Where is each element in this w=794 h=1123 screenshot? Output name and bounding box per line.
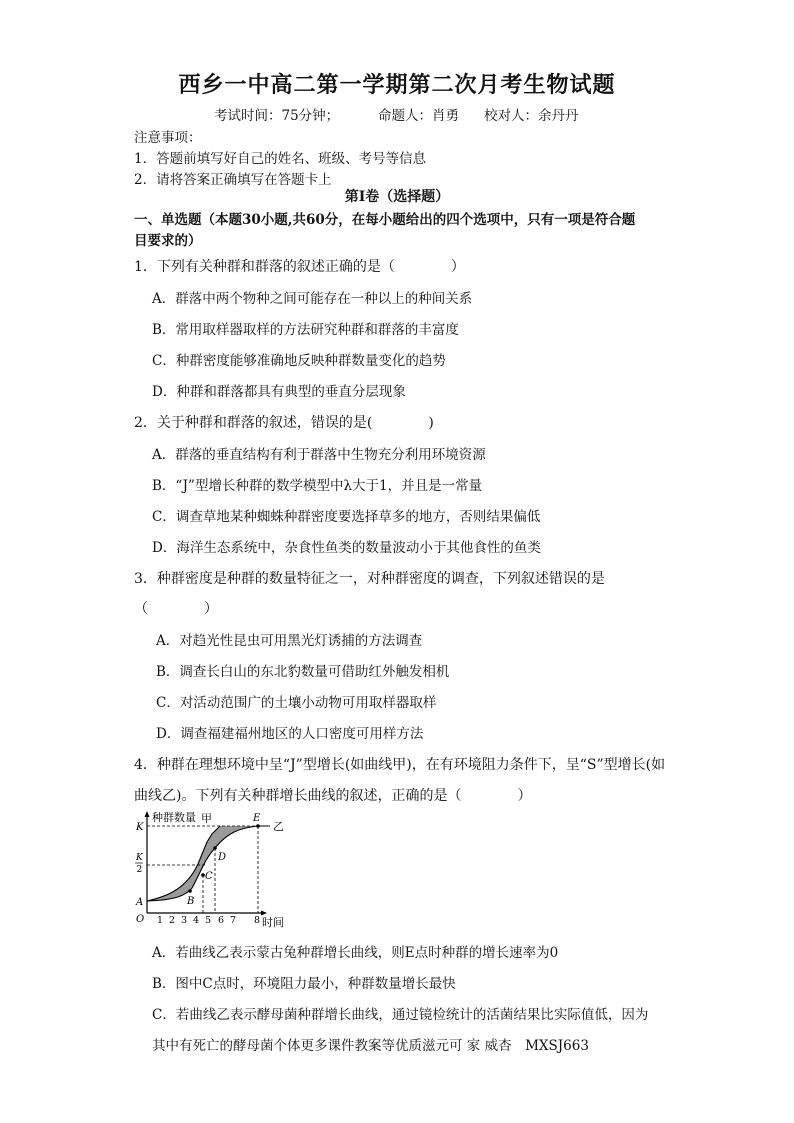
proofreader: 校对人：余丹丹 (484, 108, 579, 124)
option: B．“J”型增长种群的数学模型中λ大于1，并且是一常量 (152, 478, 483, 494)
x-tick: 5 (205, 915, 212, 926)
question-stem-cont: （ ） (134, 601, 218, 617)
x-tick: 2 (169, 915, 176, 926)
label-a: A (136, 897, 144, 908)
setter: 命题人：肖勇 (378, 108, 459, 124)
label-half-k-num: K (136, 853, 143, 863)
note-item: 1．答题前填写好自己的姓名、班级、考号等信息 (134, 151, 427, 167)
option-cont: 其中有死亡的酵母菌个体更多课件教案等优质滋元可 家 威杏 MXSJ663 (152, 1038, 589, 1054)
option: D．种群和群落都具有典型的垂直分层现象 (152, 384, 406, 400)
label-d: D (218, 852, 227, 863)
option: D．调查福建福州地区的人口密度可用样方法 (156, 726, 424, 742)
exam-time: 考试时间：75分钟； (214, 108, 340, 124)
option: C．调查草地某种蜘蛛种群密度要选择草多的地方，否则结果偏低 (152, 509, 541, 525)
x-tick: 3 (181, 915, 188, 926)
question-stem: 2．关于种群和群落的叙述，错误的是( ) (134, 415, 434, 431)
question-stem: 4．种群在理想环境中呈“J”型增长(如曲线甲)，在有环境阻力条件下，呈“S”型增长(如 (134, 757, 666, 773)
x-axis-label: 时间 (262, 916, 284, 929)
point-e (256, 824, 260, 828)
option: D．海洋生态系统中，杂食性鱼类的数量波动小于其他食性的鱼类 (152, 540, 541, 556)
section-instruction: 一、单选题（本题30小题,共60分，在每小题给出的四个选项中，只有一项是符合题 (134, 212, 636, 228)
x-tick: 8 (254, 915, 261, 926)
section-title: 第Ⅰ卷（选择题） (344, 189, 450, 205)
x-tick: 7 (230, 915, 237, 926)
point-b (188, 889, 192, 893)
x-tick: 4 (193, 915, 200, 926)
option: A．若曲线乙表示蒙古兔种群增长曲线，则E点时种群的增长速率为0 (152, 945, 559, 961)
option: A．群落中两个物种之间可能存在一种以上的种间关系 (152, 291, 473, 307)
option: C．种群密度能够准确地反映种群数量变化的趋势 (152, 353, 446, 369)
shaded-region (147, 826, 258, 901)
question-stem: 3．种群密度是种群的数量特征之一，对种群密度的调查，下列叙述错误的是 (134, 571, 605, 587)
x-tick: 6 (218, 915, 225, 926)
option: B．调查长白山的东北豹数量可借助红外触发相机 (156, 664, 450, 680)
label-o: O (136, 914, 145, 925)
y-axis-label: 种群数量 (152, 811, 196, 824)
notes-heading: 注意事项： (134, 130, 202, 146)
note-item: 2．请将答案正确填写在答题卡上 (134, 172, 332, 188)
x-tick-labels (157, 915, 260, 926)
label-e: E (253, 813, 261, 824)
s-curve (147, 826, 270, 901)
question-stem-cont: 曲线乙)。下列有关种群增长曲线的叙述，正确的是（ ） (134, 788, 532, 804)
question-stem: 1．下列有关种群和群落的叙述正确的是（ ） (134, 259, 465, 275)
option: B．常用取样器取样的方法研究种群和群落的丰富度 (152, 322, 459, 338)
label-yi: 乙 (273, 820, 284, 833)
option: A．群落的垂直结构有利于群落中生物充分利用环境资源 (152, 447, 486, 463)
point-d (213, 846, 217, 850)
label-half-k-den: 2 (136, 865, 143, 875)
section-instruction: 目要求的） (134, 233, 202, 249)
page-title: 西乡一中高二第一学期第二次月考生物试题 (178, 72, 616, 98)
label-jia: 甲 (201, 812, 212, 825)
x-axis-arrow (261, 911, 267, 916)
label-k: K (136, 822, 144, 833)
y-axis-arrow (145, 811, 150, 817)
option: A．对趋光性昆虫可用黑光灯诱捕的方法调查 (156, 633, 423, 649)
option: C．对活动范围广的土壤小动物可用取样器取样 (156, 695, 437, 711)
label-b: B (187, 896, 195, 907)
label-c: C (205, 871, 213, 882)
x-tick: 1 (157, 915, 164, 926)
option: C．若曲线乙表示酵母菌种群增长曲线，通过镜检统计的活菌结果比实际值低，因为 (152, 1007, 649, 1023)
growth-curve-figure (130, 808, 300, 930)
option: B．图中C点时，环境阻力最小，种群数量增长最快 (152, 976, 456, 992)
